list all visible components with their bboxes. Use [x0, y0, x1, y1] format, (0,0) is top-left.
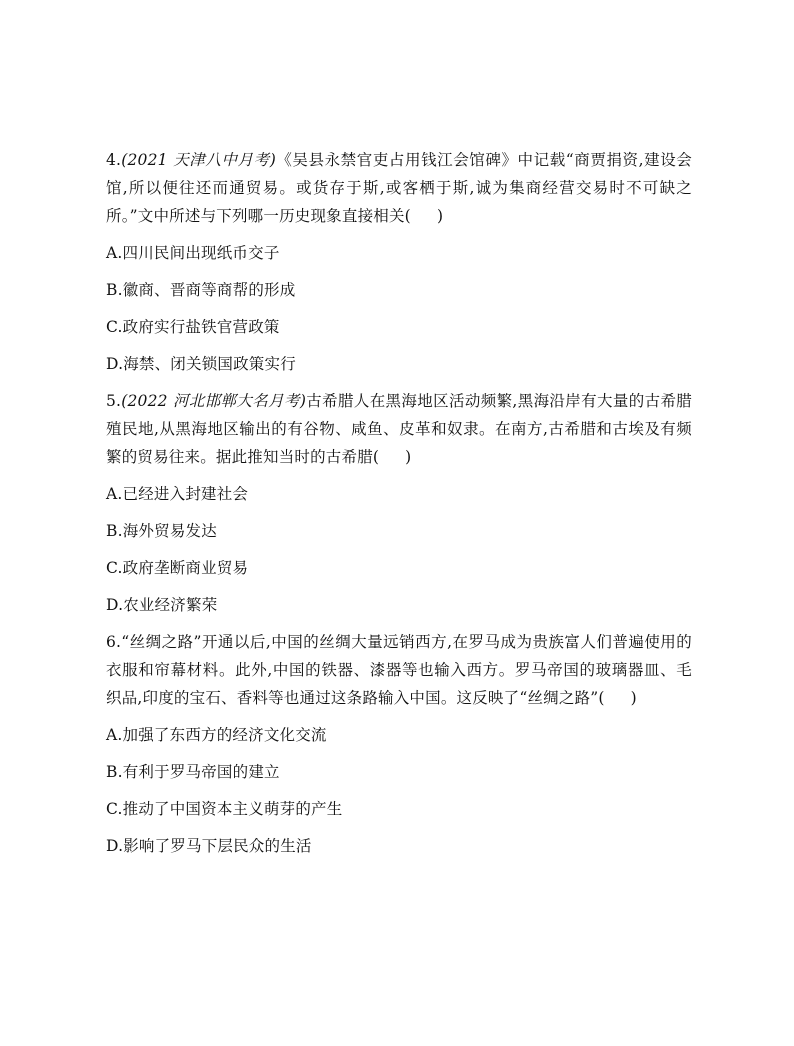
option-c: C.政府实行盐铁官营政策 — [106, 318, 280, 336]
option-c: C.政府垄断商业贸易 — [106, 559, 249, 577]
question-stem — [106, 628, 692, 712]
question-text: “丝绸之路”开通以后,中国的丝绸大量远销西方,在罗马成为贵族富人们普遍使用的衣服和帘幕材料。此外,中国的铁器、漆器等也输入西方。罗马帝国的玻璃器皿、毛织品,印度的宝石、香料等也通过这条路输入中国。这反映了“丝绸之路”( — [106, 633, 692, 707]
option-b: B.海外贸易发达 — [106, 522, 217, 540]
option-d: D.影响了罗马下层民众的生活 — [106, 837, 312, 855]
question-text: 古希腊人在黑海地区活动频繁,黑海沿岸有大量的古希腊殖民地,从黑海地区输出的有谷物、咸鱼、皮革和奴隶。在南方,古希腊和古埃及有频繁的贸易往来。据此推知当时的古希腊( — [106, 392, 693, 466]
question-source: (2021 天津八中月考) — [121, 151, 276, 169]
option-a: A.四川民间出现纸币交子 — [106, 244, 280, 262]
option-c: C.推动了中国资本主义萌芽的产生 — [106, 800, 343, 818]
question-5 — [106, 387, 692, 619]
option-b: B.有利于罗马帝国的建立 — [106, 763, 280, 781]
option-a: A.加强了东西方的经济文化交流 — [106, 726, 327, 744]
question-stem — [106, 387, 692, 471]
option-b: B.徽商、晋商等商帮的形成 — [106, 281, 296, 299]
question-text: 《吴县永禁官吏占用钱江会馆碑》中记载“商贾捐资,建设会馆,所以便往还而通贸易。或货存于斯,或客栖于斯,诚为集商经营交易时不可缺之所。”文中所述与下列哪一历史现象直接相关( — [106, 151, 692, 225]
option-d: D.农业经济繁荣 — [106, 596, 218, 614]
question-number: 5. — [106, 392, 122, 410]
question-source: (2022 河北邯郸大名月考) — [121, 392, 307, 410]
answer-close-paren: ) — [630, 689, 637, 707]
question-number: 6. — [106, 633, 122, 651]
answer-close-paren: ) — [405, 448, 412, 466]
question-4 — [106, 146, 692, 378]
question-stem — [106, 146, 692, 230]
question-6 — [106, 628, 692, 860]
question-sheet — [106, 146, 692, 869]
option-a: A.已经进入封建社会 — [106, 485, 249, 503]
option-d: D.海禁、闭关锁国政策实行 — [106, 355, 296, 373]
question-number: 4. — [106, 151, 122, 169]
answer-close-paren: ) — [436, 207, 444, 225]
